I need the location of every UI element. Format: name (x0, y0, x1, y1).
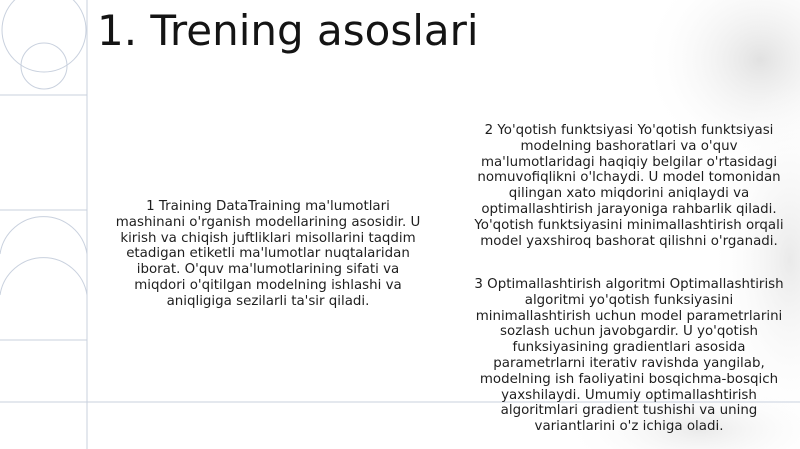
text-block-loss-function (468, 123, 790, 249)
block-heading: Yo'qotish funktsiyasi (497, 123, 634, 138)
deco-circle-small (21, 43, 67, 89)
block-body: Training ma'lumotlari mashinani o'rganish modellarining asosidir. U kirish va chiqish juftliklari misollarini taqdim etadigan etiketli ma'lumotlar nuqtalaridan iborat. O'quv ma'lumotlarining sifati va miqdori o'qitilgan modelning ishlashi va aniqligiga sezilarli ta'sir qiladi. (115, 199, 421, 309)
block-number: 1 (146, 199, 155, 214)
deco-circle-large (2, 0, 86, 72)
deco-arch-lower (0, 258, 87, 295)
slide-title: 1. Trening asoslari (97, 6, 479, 55)
text-block-training-data (112, 199, 424, 310)
block-body: Yo'qotish funktsiyasi modelning bashoratlari va o'quv ma'lumotlaridagi haqiqiy belgilar o'rtasidagi nomuvofiqlikni o'lchaydi. U model tomonidan qilingan xato miqdorini aniqlaydi va optimallashtirish jarayoniga rahbarlik qiladi. Yo'qotish funktsiyasini minimallashtirish orqali model yaxshiroq bashorat qilishni o'rganadi. (474, 123, 784, 249)
text-block-optimization-algorithm (468, 277, 790, 435)
block-heading: Training Data (158, 199, 248, 214)
block-number: 2 (484, 123, 494, 138)
block-heading: Optimallashtirish algoritmi (487, 277, 666, 292)
deco-arch-upper (0, 217, 87, 254)
block-number: 3 (474, 277, 483, 292)
block-body: Optimallashtirish algoritmi yo'qotish funksiyasini minimallashtirish uchun model parametrlarini sozlash uchun javobgardir. U yo'qotish funksiyasining gradientlari asosida parametrlarni iterativ ravishda yangilab, modelning ish faoliyatini bosqichma-bosqich yaxshilaydi. Umumiy optimallashtirish algoritmlari gradient tushishi va uning variantlarini o'z ichiga oladi. (475, 277, 784, 435)
